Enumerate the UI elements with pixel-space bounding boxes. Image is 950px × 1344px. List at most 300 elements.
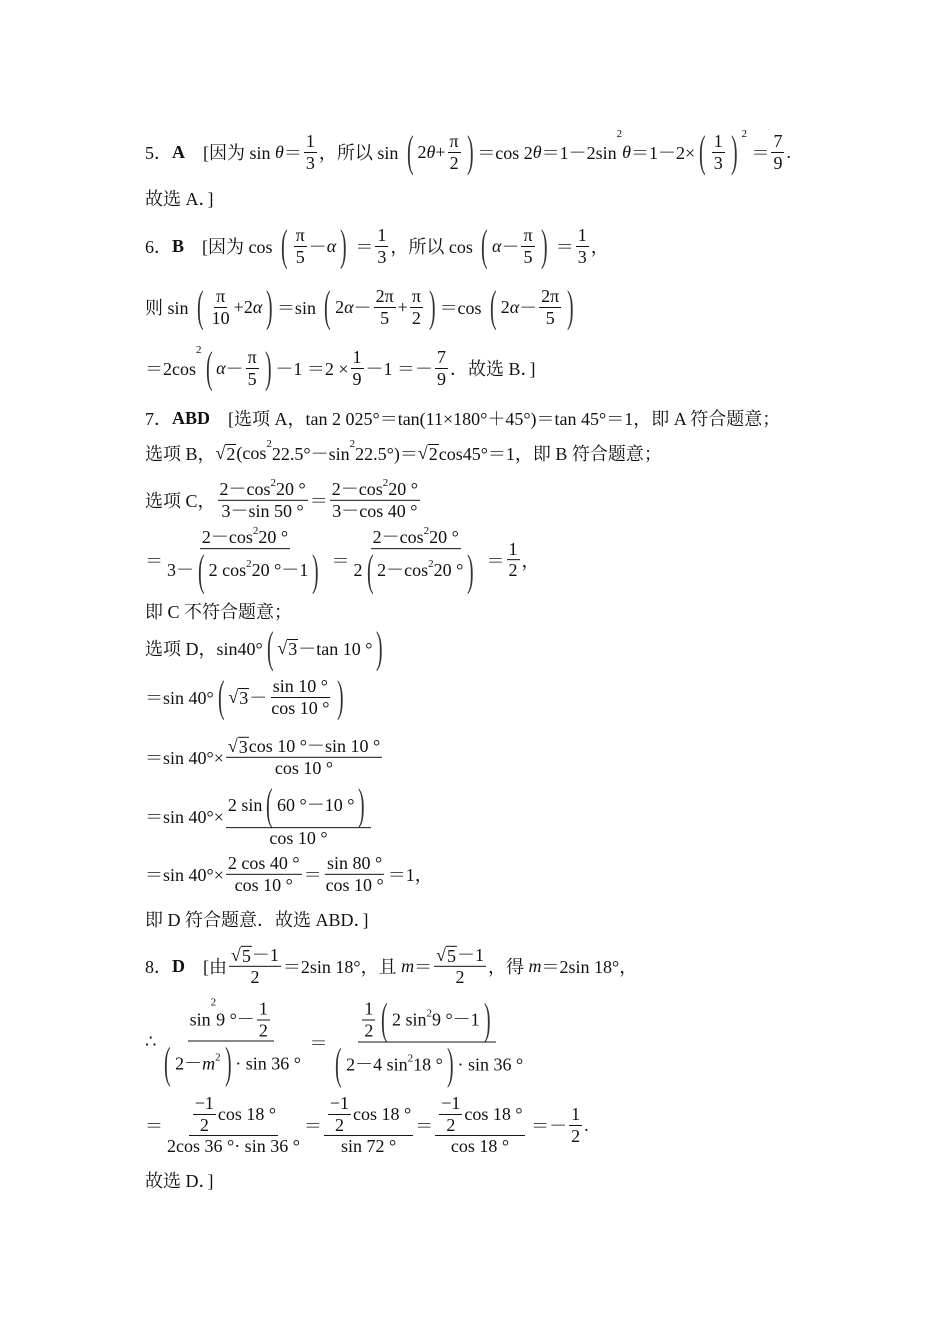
text-run: 8． (145, 957, 172, 977)
text-run: 5 (247, 368, 257, 389)
denominator (378, 308, 391, 329)
group-content (335, 286, 425, 328)
text-run: 则 sin (145, 298, 194, 318)
fraction (569, 1104, 582, 1146)
group-content (175, 1053, 221, 1074)
text-run: ＝ (309, 491, 328, 511)
document-line (145, 1167, 214, 1193)
math-variable: α (492, 235, 502, 256)
right-paren: ) (266, 282, 273, 331)
numerator (214, 286, 227, 308)
text-run: 2 sin (391, 1009, 427, 1030)
denominator (246, 369, 259, 390)
left-paren: ( (406, 127, 414, 176)
numerator (358, 994, 496, 1044)
denominator (158, 1038, 303, 1088)
fraction (226, 853, 302, 895)
text-run: cos 10 ° (325, 874, 384, 895)
fraction (165, 1093, 302, 1157)
left-paren: ( (490, 282, 497, 331)
numerator (569, 1104, 582, 1126)
superscript: 2 (741, 128, 747, 140)
text-run: － (225, 359, 244, 379)
text-run: π (295, 224, 305, 245)
denominator (210, 308, 232, 329)
text-run: cos 18 ° (217, 1103, 277, 1124)
text-run: 5 (545, 307, 555, 328)
text-run: 2－4 sin (346, 1054, 408, 1075)
answer-label: ABD (172, 407, 211, 428)
text-run: ＝sin (276, 298, 321, 318)
numerator (435, 347, 448, 369)
document-line (145, 221, 609, 270)
right-paren: ) (467, 545, 475, 595)
radicand: 5 (241, 945, 251, 966)
text-run: 2π (541, 285, 560, 306)
text-run: 22.5°)＝ (355, 444, 418, 464)
text-run: 1 (352, 346, 362, 367)
radical-sign: √ (215, 442, 226, 463)
right-paren: ) (376, 623, 384, 672)
parenthesized-group (403, 127, 477, 176)
numerator (324, 1093, 413, 1136)
text-run: 20 ° (429, 527, 459, 548)
square-root (216, 443, 237, 464)
parenthesized-group (194, 545, 323, 595)
document-line (145, 1093, 589, 1157)
math-variable: θ (532, 141, 542, 162)
fraction (329, 994, 525, 1089)
square-root (418, 443, 439, 464)
radicand: 3 (288, 638, 298, 659)
right-paren: ) (264, 343, 272, 392)
document-line (145, 440, 662, 466)
group-content (216, 347, 261, 389)
denominator (198, 1115, 211, 1136)
parenthesized-group (695, 127, 741, 176)
denominator (233, 875, 295, 896)
left-paren: ( (205, 343, 213, 392)
text-run: 2－cos (372, 527, 424, 548)
text-run: －1 (251, 944, 279, 965)
fraction (165, 527, 325, 593)
radicand: 2 (226, 443, 236, 464)
text-run: 1 (577, 224, 587, 245)
text-run: －tan 10 ° (298, 639, 373, 659)
right-paren: ) (428, 282, 436, 331)
numerator (374, 286, 396, 308)
denominator (444, 1115, 457, 1136)
text-run: cos 10 ° (234, 874, 293, 895)
text-run: 2 (411, 307, 421, 328)
denominator (165, 1136, 302, 1157)
text-run: 20 ° (258, 527, 289, 548)
fraction (328, 1093, 351, 1135)
fraction (324, 853, 386, 895)
left-paren: ( (324, 282, 332, 331)
text-run: ＝ (283, 143, 302, 163)
text-run: 7 (437, 346, 447, 367)
group-content (492, 225, 537, 267)
text-run: + (435, 141, 446, 162)
text-run: 22.5°－sin (271, 444, 350, 464)
text-run: 2 (364, 1020, 374, 1040)
group-content (292, 225, 337, 267)
text-run: ＝2cos (145, 359, 196, 379)
denominator (375, 247, 388, 268)
group-content (346, 1054, 443, 1075)
denominator (248, 967, 261, 988)
denominator (304, 153, 317, 174)
denominator (712, 153, 725, 174)
text-run: 选项 D，sin40° (145, 639, 263, 659)
numerator (507, 539, 520, 561)
denominator (352, 545, 481, 595)
text-run: 选项 C， (145, 491, 216, 511)
text-run: 1 (508, 538, 518, 559)
math-variable: θ (426, 141, 436, 162)
text-run: 60 °－10 ° (277, 794, 355, 815)
denominator (220, 501, 306, 522)
text-run: ∴ (145, 1031, 157, 1052)
text-run: ＝ (145, 1116, 163, 1136)
left-paren: ( (198, 545, 205, 595)
fraction (158, 996, 303, 1088)
answer-label: D (172, 955, 185, 976)
text-run: 1 (377, 224, 387, 245)
text-run: . (584, 1114, 589, 1135)
text-run: －1 ＝－ (365, 359, 434, 379)
text-run: 6． (145, 237, 172, 257)
text-run: 2 (500, 296, 510, 317)
text-run: 7 (773, 130, 783, 151)
right-paren: ) (540, 221, 548, 270)
left-paren: ( (481, 221, 489, 270)
group-content (208, 286, 263, 328)
right-paren: ) (224, 1038, 232, 1088)
text-run: 2 (455, 966, 465, 987)
text-run: 2 sin (227, 794, 263, 815)
numerator (294, 225, 307, 247)
superscript: 2 (382, 476, 389, 489)
fraction (269, 676, 331, 718)
radical-sign: √ (417, 442, 428, 463)
denominator (544, 308, 557, 329)
left-paren: ( (197, 282, 204, 331)
numerator (434, 945, 486, 967)
superscript: 2 (270, 476, 277, 489)
text-run: +2 (233, 296, 253, 317)
text-run: ， (590, 237, 609, 257)
text-run: cos 18 ° (353, 1103, 412, 1124)
numerator (330, 476, 420, 501)
denominator (267, 828, 329, 849)
text-run: cos 10 °－sin 10 ° (248, 735, 381, 756)
text-run: [因为 sin (185, 143, 275, 163)
text-run: － (519, 298, 538, 318)
radical-sign: √ (436, 944, 446, 965)
left-paren: ( (366, 545, 374, 595)
text-run: 2 (417, 141, 427, 162)
text-run: π (411, 285, 421, 306)
group-content (228, 676, 333, 718)
math-variable: α (252, 296, 263, 317)
denominator (339, 1136, 398, 1157)
text-run: ＝ (145, 551, 163, 571)
parenthesized-group (477, 221, 551, 270)
text-run: 2 (250, 966, 260, 987)
denominator (273, 758, 335, 779)
fraction (410, 286, 423, 328)
text-run: 2－cos (219, 478, 271, 499)
right-paren: ) (340, 221, 347, 270)
parenthesized-group (193, 282, 277, 331)
text-run: sin 72 ° (340, 1136, 397, 1157)
text-run: ＝sin 40°× (145, 807, 224, 827)
text-run: 3－ (167, 560, 194, 581)
numerator (304, 131, 317, 153)
numerator (226, 853, 302, 875)
text-run: ＝1－2× (630, 143, 696, 163)
document-line (145, 672, 348, 721)
numerator (325, 853, 384, 875)
square-root (277, 638, 298, 659)
document-line (145, 906, 369, 932)
text-run: 10 (211, 307, 230, 328)
text-run: － (308, 237, 327, 257)
fraction (193, 1093, 216, 1135)
right-paren: ) (483, 994, 491, 1044)
text-run: － (353, 298, 372, 318)
text-run: 18 ° (413, 1054, 443, 1075)
group-content (418, 131, 463, 173)
text-run: ．故选 B．] (450, 359, 536, 379)
numerator (712, 131, 725, 153)
text-run: −1 (441, 1092, 461, 1113)
denominator (448, 153, 461, 174)
text-run: cos 10 ° (274, 757, 334, 778)
superscript: 2 (266, 438, 272, 450)
text-run: π (247, 346, 257, 367)
numerator (771, 131, 784, 153)
text-run: 即 D 符合题意．故选 ABD．] (145, 910, 369, 930)
denominator (449, 1136, 511, 1157)
text-run: 3 (305, 152, 315, 173)
numerator (271, 676, 330, 698)
text-run: 2 (571, 1125, 581, 1146)
text-run: . (786, 141, 791, 162)
text-run: 5 (380, 307, 390, 328)
numerator (435, 1093, 524, 1136)
text-run: ＝ (303, 865, 322, 885)
denominator (165, 545, 325, 595)
text-run: 2 cos (208, 560, 247, 581)
numerator (189, 1093, 278, 1136)
fraction (434, 945, 486, 987)
text-run: 9 (352, 368, 362, 389)
text-run: ＝ (327, 551, 350, 571)
numerator (576, 225, 589, 247)
text-run: ＝ (350, 237, 374, 257)
fraction (539, 286, 561, 328)
text-run: 9 °－1 (431, 1009, 480, 1030)
text-run: sin 10 ° (272, 675, 328, 696)
superscript: 2 (252, 525, 259, 538)
text-run: 2－cos (377, 560, 429, 581)
document-line (145, 736, 384, 778)
text-run: 20 °－1 (251, 560, 309, 581)
text-run: 2 (335, 296, 345, 317)
denominator (351, 369, 364, 390)
text-run: ＝1－2sin (541, 143, 617, 163)
text-run: 2 (353, 560, 363, 581)
document-line (145, 853, 433, 895)
math-variable: m (202, 1053, 216, 1074)
right-paren: ) (312, 545, 319, 595)
fraction (351, 347, 364, 389)
numerator (448, 131, 461, 153)
right-paren: ) (337, 672, 345, 721)
fraction (294, 225, 307, 267)
fraction (435, 1093, 524, 1157)
numerator (218, 476, 308, 501)
text-run: ＝cos (439, 298, 487, 318)
superscript: 2 (616, 128, 623, 140)
text-run: ，得 (488, 957, 529, 977)
superscript: 2 (423, 525, 430, 538)
group-content (277, 795, 354, 816)
answer-label: B (172, 235, 185, 256)
text-run: －1 (457, 944, 484, 965)
text-run: ＝－ (526, 1116, 568, 1136)
text-run: · sin 36 ° (235, 1053, 301, 1074)
text-run: 5 (523, 246, 533, 267)
radical-sign: √ (228, 686, 239, 707)
text-run: ＝ (414, 957, 433, 977)
parenthesized-group (262, 780, 369, 830)
numerator (246, 347, 259, 369)
radical-sign: √ (231, 944, 241, 965)
text-run: + (397, 296, 408, 317)
group-content (208, 558, 309, 582)
text-run: 即 C 不符合题意； (145, 602, 293, 622)
text-run: [由 (185, 957, 227, 977)
text-run: ， (521, 551, 540, 571)
text-run: 2 (446, 1114, 456, 1135)
text-run: cos 18 ° (450, 1136, 510, 1157)
superscript: 2 (196, 344, 202, 356)
radicand: 5 (447, 945, 456, 966)
math-variable: m (528, 955, 542, 976)
document-line (145, 780, 373, 849)
numerator (375, 225, 388, 247)
document-line (145, 405, 780, 431)
denominator (257, 1020, 270, 1041)
denominator (569, 1126, 582, 1147)
math-variable: θ (622, 141, 631, 162)
math-variable: m (401, 955, 415, 976)
fraction (362, 998, 375, 1040)
text-run: 5 (295, 246, 305, 267)
document-line (145, 343, 536, 392)
fraction (210, 286, 232, 328)
text-run: 1 (713, 130, 723, 151)
numerator (200, 527, 290, 549)
text-run: 9 °－ (216, 1009, 255, 1030)
text-run: ＝sin 40°× (145, 748, 224, 768)
denominator (333, 1115, 346, 1136)
fraction (521, 225, 534, 267)
text-run: ，所以 cos (390, 237, 478, 257)
denominator (329, 1039, 525, 1089)
right-paren: ) (466, 127, 474, 176)
document-line (145, 282, 578, 331)
math-variable: α (509, 296, 520, 317)
numerator (521, 225, 534, 247)
radicand: 3 (239, 687, 249, 708)
text-run: ＝ (304, 1033, 328, 1053)
numerator (371, 527, 461, 549)
text-run: 7． (145, 409, 172, 429)
text-run: [因为 cos (184, 237, 278, 257)
numerator (257, 998, 270, 1020)
text-run: cos 10 ° (269, 828, 328, 849)
text-run: [选项 A，tan 2 025°＝tan(11×180°＋45°)＝tan 45°＝1，即 A 符合题意； (210, 409, 781, 429)
text-run: 1 (571, 1103, 581, 1124)
group-content (501, 286, 564, 328)
denominator (771, 153, 784, 174)
numerator (328, 1093, 351, 1115)
group-content (710, 131, 727, 173)
text-run: 3 (377, 246, 387, 267)
superscript: 2 (246, 558, 252, 571)
parenthesized-group (214, 672, 348, 721)
superscript: 2 (210, 996, 217, 1009)
text-run: cos 18 ° (464, 1103, 523, 1124)
fraction (257, 998, 270, 1040)
text-run: 2 (258, 1020, 268, 1040)
radical-sign: √ (277, 637, 288, 658)
left-paren: ( (381, 994, 388, 1044)
text-run: 选项 B， (145, 444, 216, 464)
math-variable: α (216, 357, 226, 378)
text-run: ＝ (482, 551, 505, 571)
denominator (362, 1020, 375, 1041)
left-paren: ( (699, 127, 706, 176)
group-content (377, 558, 464, 582)
document-line (145, 994, 527, 1089)
denominator (294, 247, 307, 268)
text-run: 9 (773, 152, 783, 173)
document-line (145, 476, 422, 521)
text-run: cos45°＝1，即 B 符合题意； (438, 444, 662, 464)
fraction (507, 539, 520, 581)
text-run: ＝sin 40°× (145, 865, 224, 885)
text-run: 2cos 36 °· sin 36 ° (167, 1136, 300, 1157)
parenthesized-group (320, 282, 439, 331)
parenthesized-group (277, 221, 351, 270)
text-run: π (523, 224, 533, 245)
denominator (507, 561, 520, 582)
text-run: 3 (713, 152, 723, 173)
fraction (330, 476, 420, 521)
left-paren: ( (281, 221, 288, 270)
text-run: 5． (145, 143, 172, 163)
fraction (439, 1093, 462, 1135)
denominator (435, 369, 448, 390)
superscript: 2 (428, 558, 434, 571)
parenthesized-group (263, 623, 387, 672)
